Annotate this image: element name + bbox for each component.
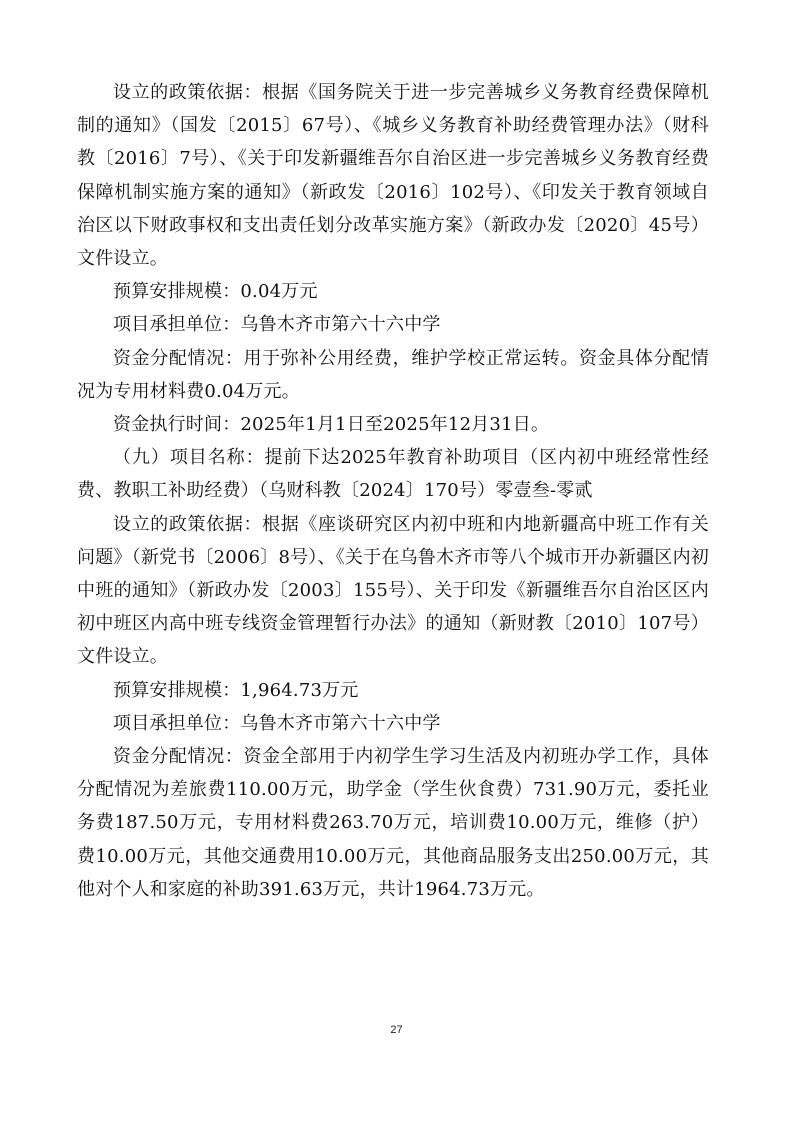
budget-scale-paragraph-2: 预算安排规模：1,964.73万元 [113,679,359,701]
policy-basis-paragraph: 设立的政策依据：根据《国务院关于进一步完善城乡义务教育经费保障机制的通知》（国发〔2015〕67号）、《城乡义务教育补助经费管理办法》（财科教〔2016〕7号）、《关于印发新疆维吾尔自治区进一步完善城乡义务教育经费保障机制实施方案的通知》（新政发〔2016〕102号）、《印发关于教育领域自治区以下财政事权和支出责任划分改革实施方案》（新政办发〔2020〕45号）文件设立。 [77,82,709,270]
fund-allocation-paragraph: 资金分配情况：用于弥补公用经费，维护学校正常运转。资金具体分配情况为专用材料费0.04万元。 [77,347,709,402]
execution-time-paragraph: 资金执行时间：2025年1月1日至2025年12月31日。 [113,414,550,436]
fund-allocation-paragraph-2: 资金分配情况：资金全部用于内初学生学习生活及内初班办学工作，具体分配情况为差旅费110.00万元，助学金（学生伙食费）731.90万元，委托业务费187.50万元，专用材料费263.70万元，培训费10.00万元，维修（护）费10.00万元，其他交通费用10.00万元，其他商品服务支出250.00万元，其他对个人和家庭的补助391.63万元，共计1964.73万元。 [77,746,709,900]
responsible-unit-paragraph-2: 项目承担单位：乌鲁木齐市第六十六中学 [113,712,441,734]
responsible-unit-paragraph: 项目承担单位：乌鲁木齐市第六十六中学 [113,314,441,336]
policy-basis-paragraph-2: 设立的政策依据：根据《座谈研究区内初中班和内地新疆高中班工作有关问题》（新党书〔2006〕8号）、《关于在乌鲁木齐市等八个城市开办新疆区内初中班的通知》（新政办发〔2003〕155号）、关于印发《新疆维吾尔自治区区内初中班区内高中班专线资金管理暂行办法》的通知（新财教〔2010〕107号）文件设立。 [77,513,709,668]
document-body [77,76,709,906]
project-name-paragraph: （九）项目名称：提前下达2025年教育补助项目（区内初中班经常性经费、教职工补助经费）（乌财科教〔2024〕170号）零壹叁-零贰 [77,447,709,502]
page-number: 27 [390,1024,403,1036]
budget-scale-paragraph: 预算安排规模：0.04万元 [113,281,318,303]
